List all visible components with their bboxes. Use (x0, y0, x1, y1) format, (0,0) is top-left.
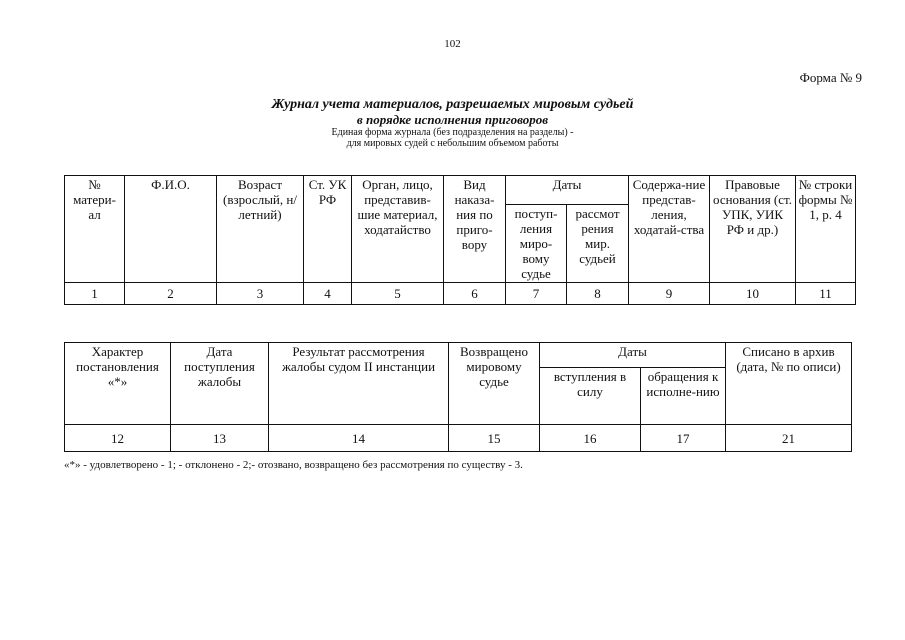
header-dates-group: Даты (506, 176, 629, 205)
column-number: 6 (444, 283, 506, 305)
header-legal-grounds: Правовые основания (ст. УПК, УИК РФ и др.) (710, 176, 796, 283)
column-number: 1 (65, 283, 125, 305)
column-number: 14 (269, 425, 449, 452)
header-criminal-code-article: Ст. УК РФ (304, 176, 352, 283)
header-date-received: поступ-ления миро-вому судье (506, 205, 567, 283)
subtitle-line-2: для мировых судей с небольшим объемом работы (346, 138, 559, 149)
header-ruling-type: Характер постановления «*» (65, 343, 171, 425)
header-date-execution: обращения к исполне-нию (641, 368, 726, 425)
title-line-2: в порядке исполнения приговоров (356, 112, 549, 127)
column-number: 8 (567, 283, 629, 305)
column-number: 5 (352, 283, 444, 305)
subtitle-line-1: Единая форма журнала (без подразделения на разделы) - (331, 127, 574, 138)
column-number-row (65, 283, 856, 305)
column-number: 16 (540, 425, 641, 452)
header-appeal-result: Результат рассмотрения жалобы судом II инстанции (269, 343, 449, 425)
column-number: 11 (796, 283, 856, 305)
column-number: 10 (710, 283, 796, 305)
column-number: 4 (304, 283, 352, 305)
header-full-name: Ф.И.О. (125, 176, 217, 283)
footnote: «*» - удовлетворено - 1; - отклонено - 2;- отозвано, возвращено без рассмотрения по существу - 3. (64, 459, 523, 471)
materials-journal-table (64, 175, 856, 305)
header-material-number: № матери-ал (65, 176, 125, 283)
title-line-1: Журнал учета материалов, разрешаемых мировым судьей (271, 97, 634, 112)
appeal-results-table (64, 342, 852, 452)
column-number: 13 (171, 425, 269, 452)
column-number: 12 (65, 425, 171, 452)
column-number: 17 (641, 425, 726, 452)
header-petition-content: Содержа-ние представ-ления, ходатай-ства (629, 176, 710, 283)
column-number: 2 (125, 283, 217, 305)
column-number: 21 (726, 425, 852, 452)
header-date-effective: вступления в силу (540, 368, 641, 425)
header-date-reviewed: рассмот рения мир. судьей (567, 205, 629, 283)
header-submitting-body: Орган, лицо, представив-шие материал, ходатайство (352, 176, 444, 283)
header-age: Возраст (взрослый, н/летний) (217, 176, 304, 283)
header-row (65, 343, 852, 368)
header-dates-group: Даты (540, 343, 726, 368)
column-number: 15 (449, 425, 540, 452)
header-returned-to-judge: Возвращено мировому судье (449, 343, 540, 425)
header-complaint-date: Дата поступления жалобы (171, 343, 269, 425)
title-block (0, 97, 905, 149)
header-punishment-type: Вид наказа-ния по приго-вору (444, 176, 506, 283)
column-number: 3 (217, 283, 304, 305)
column-number: 7 (506, 283, 567, 305)
form-label: Форма № 9 (799, 70, 862, 85)
header-archived: Списано в архив (дата, № по описи) (726, 343, 852, 425)
column-number: 9 (629, 283, 710, 305)
header-form-row-number: № строки формы № 1, р. 4 (796, 176, 856, 283)
page-number: 102 (444, 38, 461, 50)
header-row (65, 176, 856, 205)
column-number-row (65, 425, 852, 452)
